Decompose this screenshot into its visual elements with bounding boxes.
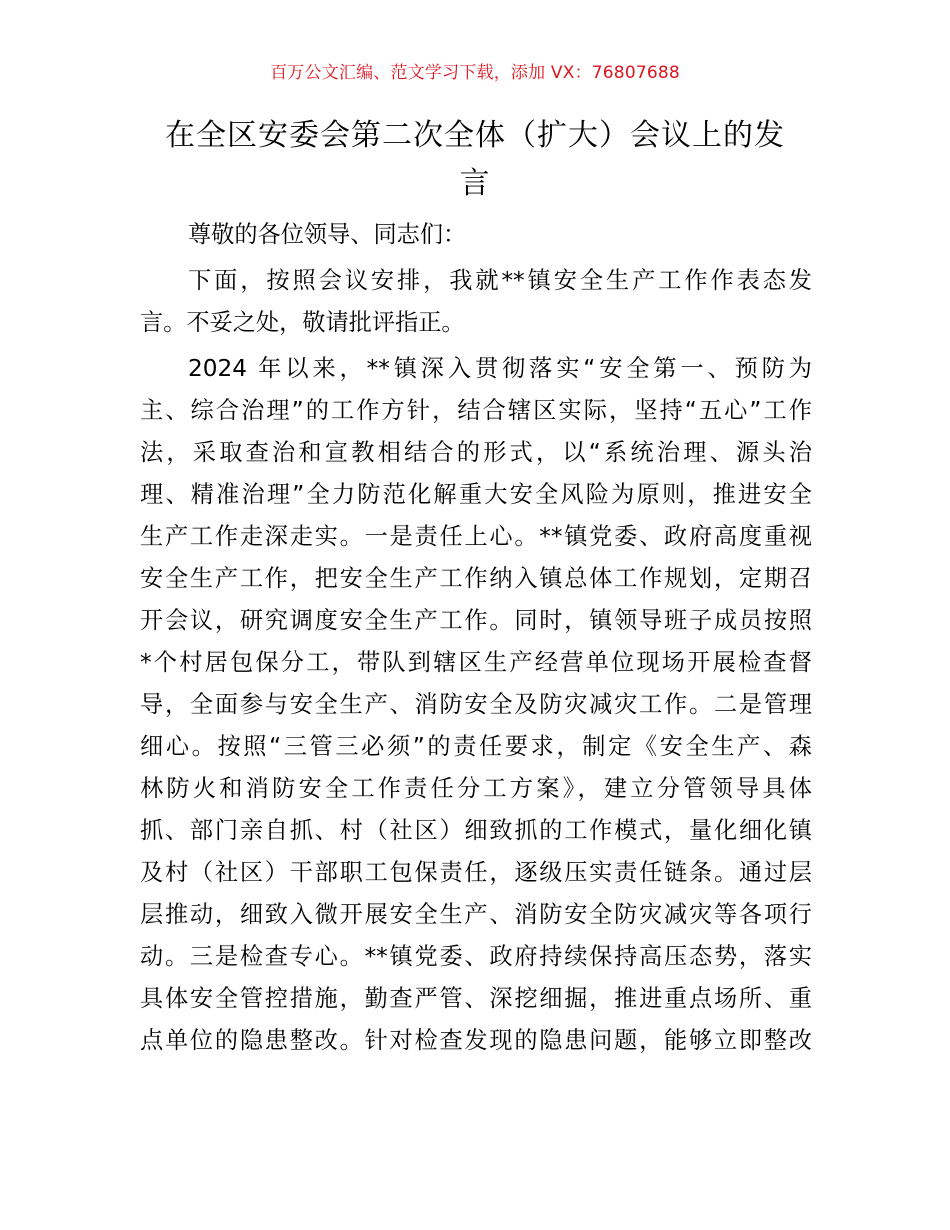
text-line: 主、综合治理”的工作方针，结合辖区实际，坚持“五心”工作	[140, 397, 812, 424]
text-line: 抓、部门亲自抓、村（社区）细致抓的工作模式，量化细化镇	[140, 817, 812, 844]
paragraph-2	[140, 348, 812, 1062]
text-line: 导，全面参与安全生产、消防安全及防灾减灾工作。二是管理	[140, 691, 812, 718]
document-title	[140, 112, 810, 208]
text-line: 开会议，研究调度安全生产工作。同时，镇领导班子成员按照	[140, 607, 812, 634]
text-line: 林防火和消防安全工作责任分工方案》，建立分管领导具体	[140, 775, 812, 802]
title-line-2: 言	[459, 166, 491, 201]
paragraph-1	[140, 260, 812, 344]
text-line: 言。不妥之处，敬请批评指正。	[140, 309, 465, 336]
text-line: 层推动，细致入微开展安全生产、消防安全防灾减灾等各项行	[140, 901, 812, 928]
document-body	[140, 214, 812, 1062]
text-line: 细心。按照“三管三必须”的责任要求，制定《安全生产、森	[140, 733, 812, 760]
text-line: 及村（社区）干部职工包保责任，逐级压实责任链条。通过层	[140, 859, 812, 886]
text-line: 安全生产工作，把安全生产工作纳入镇总体工作规划，定期召	[140, 565, 812, 592]
watermark-banner: 百万公文汇编、范文学习下载，添加 VX：76807688	[270, 63, 680, 83]
salutation: 尊敬的各位领导、同志们：	[188, 221, 467, 248]
text-line: *个村居包保分工，带队到辖区生产经营单位现场开展检查督	[140, 649, 812, 676]
text-line: 法，采取查治和宣教相结合的形式，以“系统治理、源头治	[140, 439, 812, 466]
text-line: 动。三是检查专心。**镇党委、政府持续保持高压态势，落实	[140, 943, 812, 970]
text-line: 2024 年以来，**镇深入贯彻落实“安全第一、预防为	[188, 355, 812, 382]
text-line: 生产工作走深走实。一是责任上心。**镇党委、政府高度重视	[140, 523, 812, 550]
text-line: 下面，按照会议安排，我就**镇安全生产工作作表态发	[188, 267, 812, 294]
text-line: 理、精准治理”全力防范化解重大安全风险为原则，推进安全	[140, 481, 812, 508]
text-line: 点单位的隐患整改。针对检查发现的隐患问题，能够立即整改	[140, 1027, 812, 1054]
title-line-1: 在全区安委会第二次全体（扩大）会议上的发	[165, 118, 785, 153]
text-line: 具体安全管控措施，勤查严管、深挖细掘，推进重点场所、重	[140, 985, 812, 1012]
